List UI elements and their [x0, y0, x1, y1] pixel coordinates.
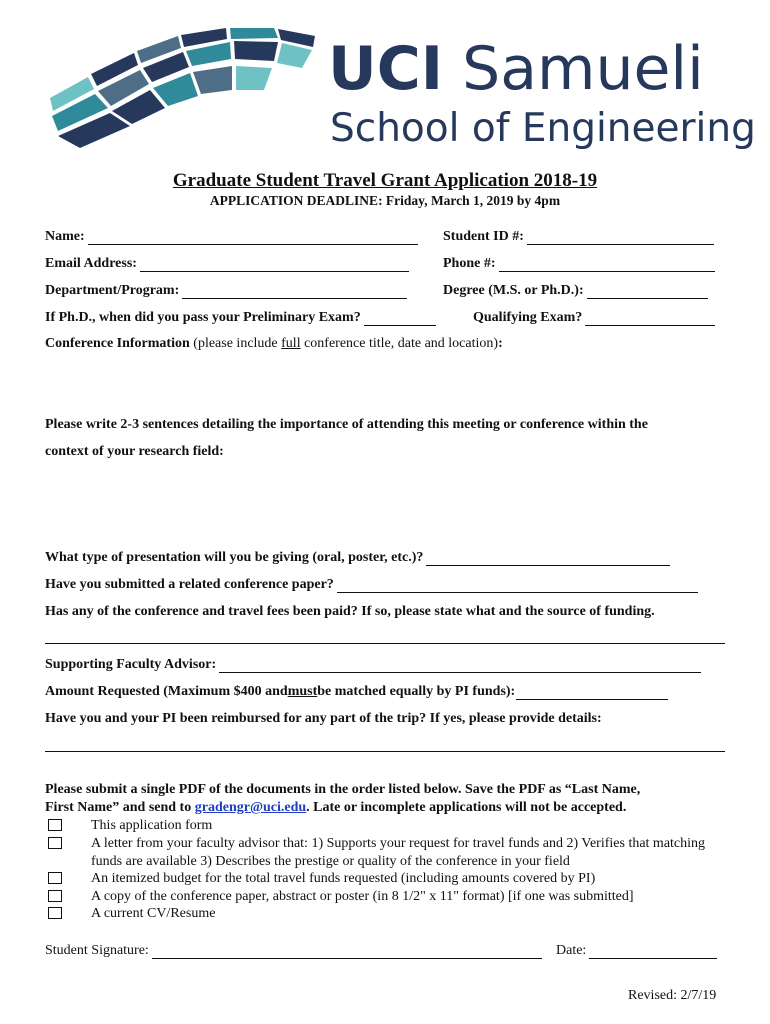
checklist-checkbox-4[interactable] [48, 890, 62, 902]
email-label: Email Address: [45, 256, 137, 271]
conference-info-label: Conference Information [45, 336, 190, 351]
paper-label: Have you submitted a related conference paper? [45, 577, 334, 592]
logo-word-samueli: Samueli [462, 34, 704, 104]
qualifying-exam-label: Qualifying Exam? [473, 310, 583, 325]
deadline-text: APPLICATION DEADLINE: Friday, March 1, 2019 by 4pm [209, 193, 561, 208]
checklist-checkbox-2[interactable] [48, 837, 62, 849]
paper-line[interactable] [337, 580, 698, 593]
name-label: Name: [45, 229, 85, 244]
conference-info-colon: : [498, 336, 503, 351]
importance-question-line1: Please write 2-3 sentences detailing the importance of attending this meeting or conference within the [45, 417, 648, 432]
logo-subtitle: School of Engineering [330, 106, 756, 151]
checklist-checkbox-1[interactable] [48, 819, 62, 831]
reimbursed-answer-line[interactable] [45, 750, 725, 752]
checklist-item-2: A letter from your faculty advisor that: 1) Supports your request for travel funds and 2) Verifies that matching funds are available 3) Describes the prestige or quality of the conference in your field [91, 836, 706, 869]
reimbursed-question: Have you and your PI been reimbursed for any part of the trip? If yes, please provide details: [45, 711, 602, 726]
presentation-label: What type of presentation will you be giving (oral, poster, etc.)? [45, 550, 424, 565]
checklist-item-5: A current CV/Resume [91, 906, 216, 921]
prelim-exam-field[interactable] [45, 310, 436, 326]
prelim-exam-line[interactable] [364, 313, 436, 326]
checklist-item-1: This application form [91, 818, 213, 833]
importance-question-line2: context of your research field: [45, 444, 224, 459]
logo-fan-graphic [50, 28, 320, 153]
student-id-label: Student ID #: [443, 229, 524, 244]
presentation-line[interactable] [426, 553, 670, 566]
degree-line[interactable] [587, 286, 708, 299]
checklist-checkbox-5[interactable] [48, 907, 62, 919]
conference-info [45, 336, 503, 352]
amount-label-must: must [287, 684, 318, 699]
student-id-line[interactable] [527, 232, 714, 245]
submit-line2-post: . Late or incomplete applications will not be accepted. [306, 800, 627, 815]
advisor-label: Supporting Faculty Advisor: [45, 657, 217, 672]
submit-line2-pre: First Name” and send to [45, 800, 195, 815]
email-line[interactable] [140, 259, 409, 272]
prelim-exam-label: If Ph.D., when did you pass your Preliminary Exam? [45, 310, 361, 325]
logo [50, 28, 756, 153]
signature-field[interactable] [45, 943, 542, 959]
submit-instructions-line1: Please submit a single PDF of the documents in the order listed below. Save the PDF as “Last Name, [45, 782, 641, 797]
conference-info-note-post: conference title, date and location) [300, 336, 499, 351]
submit-instructions-line2 [45, 800, 626, 816]
phone-field[interactable] [443, 256, 715, 272]
signature-label: Student Signature: [45, 943, 149, 958]
logo-word-uci: UCI [328, 34, 444, 104]
checklist-checkbox-3[interactable] [48, 872, 62, 884]
name-line[interactable] [88, 232, 418, 245]
amount-line[interactable] [516, 687, 668, 700]
checklist-item-4: A copy of the conference paper, abstract or poster (in 8 1/2" x 11" format) [if one was submitted] [91, 889, 634, 904]
date-field[interactable] [556, 943, 717, 959]
amount-label-post: be matched equally by PI funds): [317, 684, 516, 699]
degree-label: Degree (M.S. or Ph.D.): [443, 283, 584, 298]
student-id-field[interactable] [443, 229, 714, 245]
submit-email-link[interactable]: gradengr@uci.edu [194, 800, 307, 815]
paper-field[interactable] [45, 577, 698, 593]
conference-info-note-pre: (please include [193, 336, 282, 351]
amount-label-pre: Amount Requested (Maximum $400 and [45, 684, 288, 699]
fees-question: Has any of the conference and travel fees been paid? If so, please state what and the source of funding. [45, 604, 655, 619]
advisor-line[interactable] [219, 660, 701, 673]
department-field[interactable] [45, 283, 407, 299]
presentation-field[interactable] [45, 550, 670, 566]
signature-line[interactable] [152, 946, 542, 959]
degree-field[interactable] [443, 283, 708, 299]
phone-label: Phone #: [443, 256, 496, 271]
email-field[interactable] [45, 256, 409, 272]
checklist-item-3: An itemized budget for the total travel funds requested (including amounts covered by PI) [91, 871, 596, 886]
fees-answer-line[interactable] [45, 642, 725, 644]
name-field[interactable] [45, 229, 418, 245]
phone-line[interactable] [499, 259, 715, 272]
qualifying-exam-field[interactable] [473, 310, 715, 326]
amount-field[interactable] [45, 684, 668, 700]
revised-date: Revised: 2/7/19 [628, 988, 717, 1003]
page-title: Graduate Student Travel Grant Application 2018-19 [172, 170, 598, 191]
date-line[interactable] [589, 946, 717, 959]
conference-info-note-full: full [281, 336, 301, 351]
qualifying-exam-line[interactable] [585, 313, 715, 326]
department-label: Department/Program: [45, 283, 180, 298]
advisor-field[interactable] [45, 657, 701, 673]
date-label: Date: [556, 943, 587, 958]
department-line[interactable] [182, 286, 407, 299]
